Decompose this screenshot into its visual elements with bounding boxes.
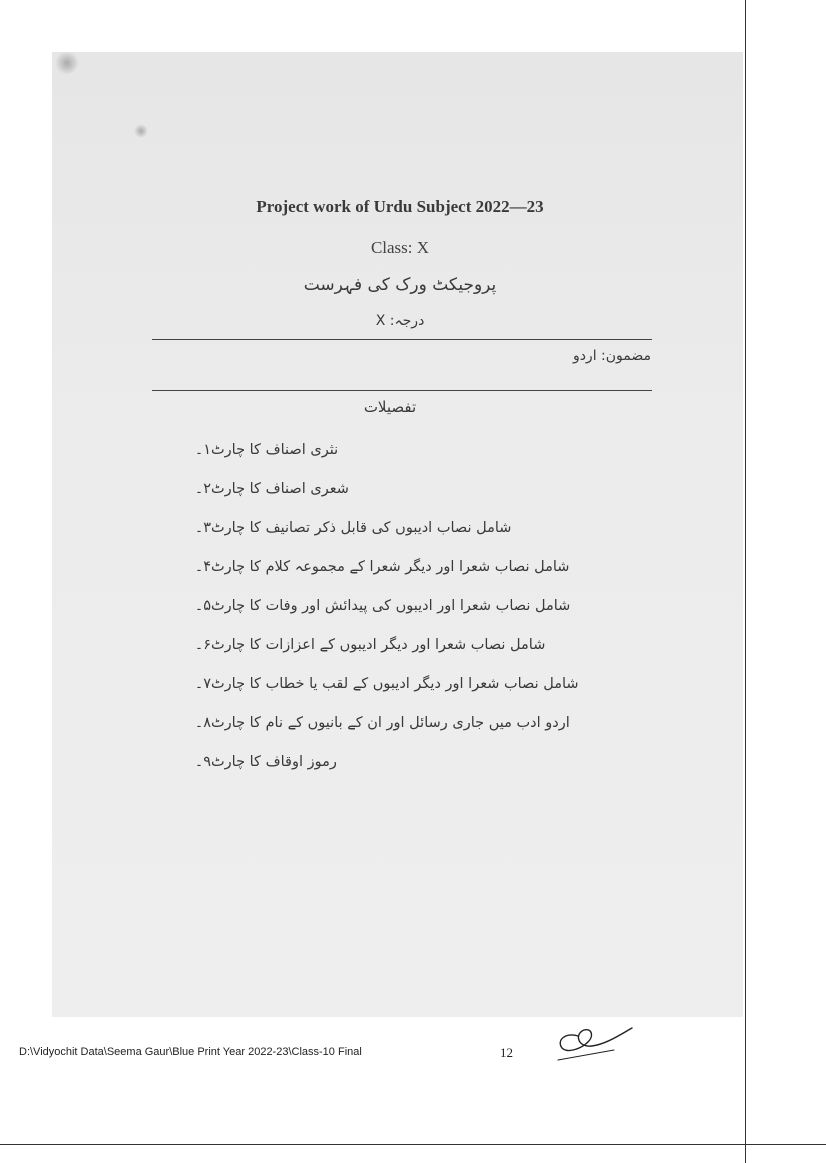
list-item <box>171 586 651 625</box>
class-label: Class: X <box>370 238 430 257</box>
document-title: Project work of Urdu Subject 2022—23 <box>256 197 544 216</box>
item-text: شامل نصاب شعرا اور دیگر ادیبوں کے لقب یا خطاب کا چارٹ <box>211 675 579 692</box>
footer-file-path: D:\Vidyochit Data\Seema Gaur\Blue Print Year 2022-23\Class-10 Final <box>19 1046 362 1058</box>
item-text: رموز اوقاف کا چارٹ <box>211 753 337 770</box>
item-number: ۱۔ <box>194 441 211 458</box>
item-text: شامل نصاب ادیبوں کی قابل ذکر تصانیف کا چارٹ <box>211 519 512 536</box>
scan-smudge <box>134 124 148 138</box>
subject-label: مضمون: اردو <box>572 348 651 364</box>
details-heading: تفصیلات <box>363 398 417 416</box>
list-item <box>171 547 651 586</box>
item-number: ۹۔ <box>194 753 211 770</box>
bottom-border-line <box>0 1144 826 1145</box>
item-text: شامل نصاب شعرا اور ادیبوں کی پیدائش اور وفات کا چارٹ <box>211 597 571 614</box>
item-number: ۷۔ <box>194 675 211 692</box>
item-number: ۸۔ <box>194 714 211 731</box>
item-text: نثری اصناف کا چارٹ <box>211 441 339 458</box>
item-number: ۳۔ <box>194 519 211 536</box>
item-text: اردو ادب میں جاری رسائل اور ان کے بانیوں کے نام کا چارٹ <box>211 714 570 731</box>
class-label-urdu: درجہ: X <box>375 313 425 329</box>
project-list-heading: پروجیکٹ ورک کی فہرست <box>303 275 497 295</box>
list-item <box>171 625 651 664</box>
divider-bottom <box>152 390 652 391</box>
list-item <box>171 742 651 781</box>
item-number: ۶۔ <box>194 636 211 653</box>
item-number: ۲۔ <box>194 480 211 497</box>
list-item <box>171 664 651 703</box>
list-item <box>171 703 651 742</box>
list-item <box>171 469 651 508</box>
item-text: شامل نصاب شعرا اور دیگر ادیبوں کے اعزازات کا چارٹ <box>211 636 546 653</box>
project-items-list <box>171 430 651 781</box>
item-text: شامل نصاب شعرا اور دیگر شعرا کے مجموعہ کلام کا چارٹ <box>211 558 570 575</box>
scan-smudge <box>54 52 80 74</box>
list-item <box>171 508 651 547</box>
item-text: شعری اصناف کا چارٹ <box>211 480 349 497</box>
divider-top <box>152 339 652 340</box>
item-number: ۴۔ <box>194 558 211 575</box>
page-number: 12 <box>500 1045 513 1060</box>
list-item <box>171 430 651 469</box>
signature-icon <box>548 1018 638 1063</box>
item-number: ۵۔ <box>194 597 211 614</box>
right-border-line <box>745 0 746 1163</box>
